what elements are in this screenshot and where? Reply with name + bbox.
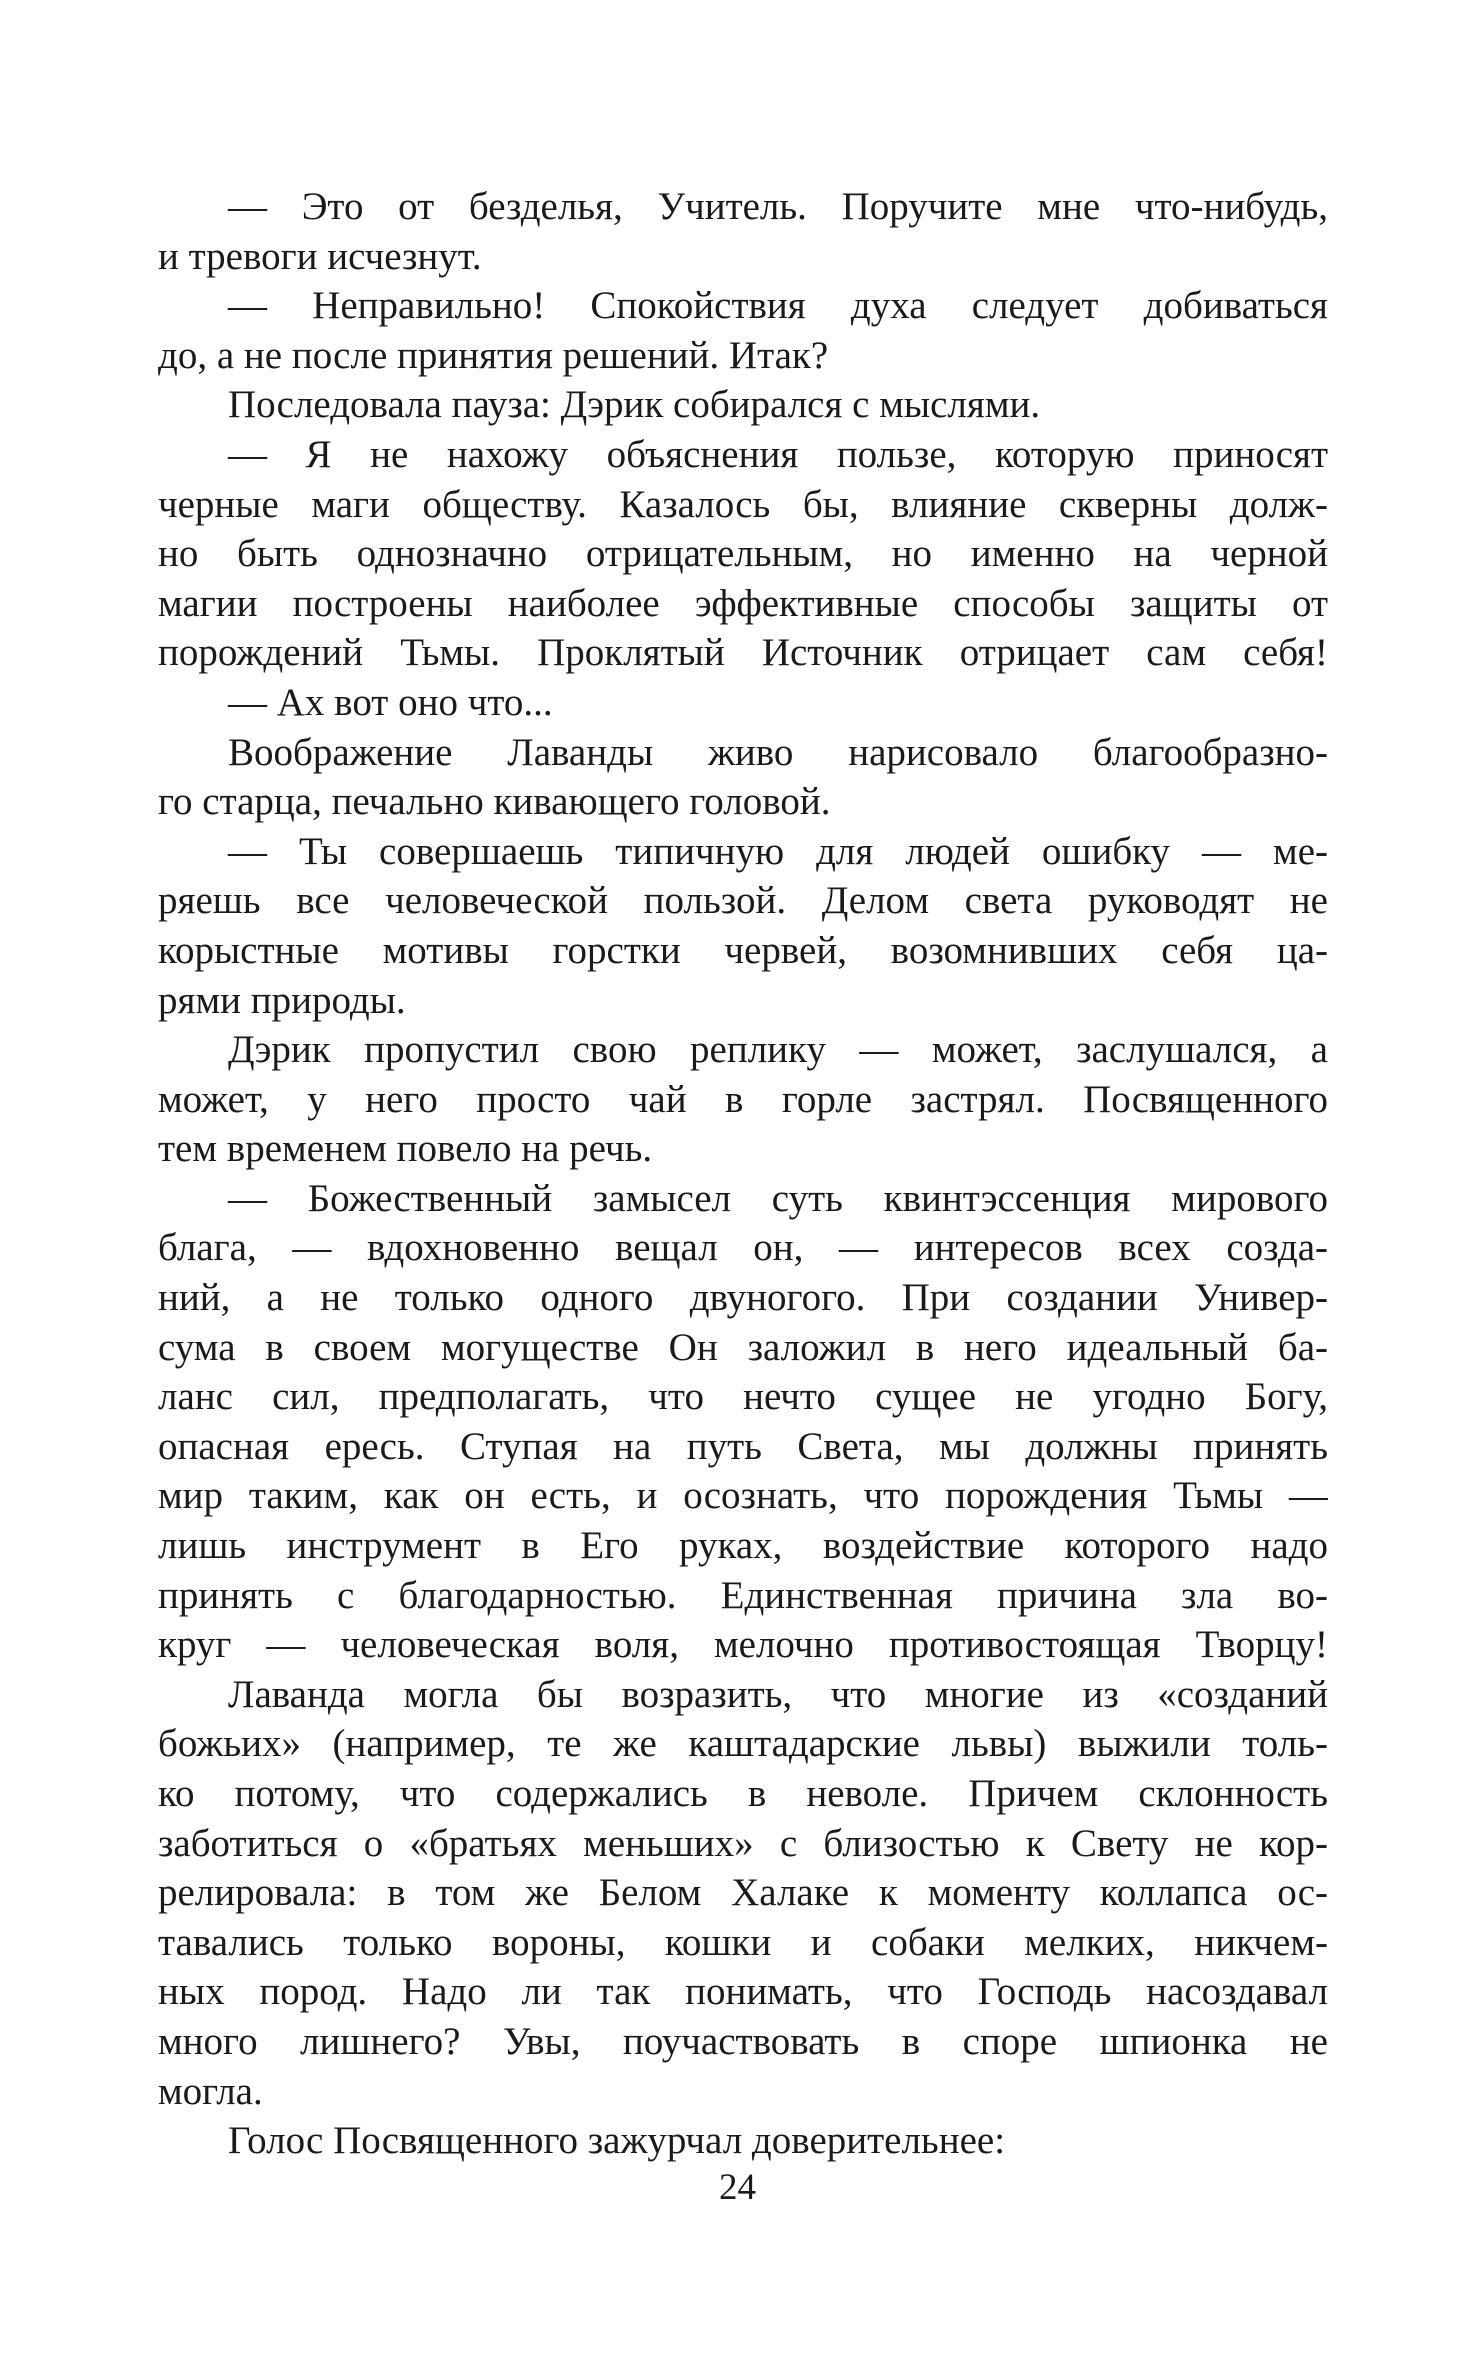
text-line: тавались только вороны, кошки и собаки мелких, никчем- [158, 1920, 1328, 1964]
text-line: Дэрик пропустил свою реплику — может, заслушался, а [228, 1028, 1328, 1072]
text-line: порождений Тьмы. Проклятый Источник отрицает сам себя! [158, 631, 1328, 675]
text-line: — Ах вот оно что... [228, 680, 553, 724]
text-line: — Божественный замысел суть квинтэссенция мирового [228, 1176, 1328, 1220]
text-line: круг — человеческая воля, мелочно противостоящая Творцу! [158, 1623, 1328, 1667]
text-line: и тревоги исчезнут. [158, 234, 482, 278]
text-line: — Я не нахожу объяснения пользе, которую приносят [228, 432, 1328, 476]
text-line: ко потому, что содержались в неволе. Причем склонность [158, 1772, 1328, 1815]
text-line: Голос Посвященного зажурчал доверительнее: [228, 2119, 1006, 2163]
text-line: магии построены наиболее эффективные способы защиты от [158, 581, 1328, 625]
text-line: может, у него просто чай в горле застрял. Посвященного [158, 1077, 1328, 1121]
text-line: Последовала пауза: Дэрик собирался с мыслями. [228, 383, 1041, 427]
text-line: ряешь все человеческой пользой. Делом света руководят не [158, 879, 1328, 923]
text-line: много лишнего? Увы, поучаствовать в споре шпионка не [158, 2019, 1328, 2063]
text-line: но быть однозначно отрицательным, но именно на черной [158, 532, 1328, 576]
text-line: могла. [158, 2069, 263, 2113]
page-number: 24 [719, 2167, 756, 2208]
text-line: — Ты совершаешь типичную для людей ошибку — ме- [228, 829, 1328, 873]
text-line: Лаванда могла бы возразить, что многие из «созданий [228, 1672, 1328, 1716]
text-line: мир таким, как он есть, и осознать, что порождения Тьмы — [158, 1474, 1328, 1518]
text-line: принять с благодарностью. Единственная причина зла во- [158, 1573, 1328, 1617]
text-line: — Неправильно! Спокойствия духа следует добиваться [228, 284, 1328, 328]
text-line: лишь инструмент в Его руках, воздействие которого надо [158, 1524, 1328, 1568]
text-line: божьих» (например, те же каштадарские львы) выжили толь- [158, 1722, 1328, 1766]
text-line: опасная ересь. Ступая на путь Света, мы должны принять [158, 1424, 1328, 1468]
text-line: ных пород. Надо ли так понимать, что Господь насоздавал [158, 1970, 1328, 2014]
text-line: релировала: в том же Белом Халаке к моменту коллапса ос- [158, 1871, 1328, 1915]
text-line: го старца, печально кивающего головой. [158, 780, 831, 824]
text-line: черные маги обществу. Казалось бы, влияние скверны долж- [158, 482, 1328, 526]
text-line: заботиться о «братьях меньших» с близостью к Свету не кор- [158, 1821, 1328, 1865]
text-line: корыстные мотивы горстки червей, возомнивших себя ца- [158, 928, 1328, 972]
text-line: Воображение Лаванды живо нарисовало благообразно- [228, 730, 1328, 774]
text-line: ний, а не только одного двуногого. При создании Универ- [158, 1276, 1328, 1320]
text-line: рями природы. [158, 978, 406, 1022]
text-line: ланс сил, предполагать, что нечто сущее не угодно Богу, [158, 1375, 1328, 1419]
text-line: блага, — вдохновенно вещал он, — интересов всех созда- [158, 1226, 1328, 1270]
body-text [158, 182, 1328, 2166]
text-line: сума в своем могуществе Он заложил в него идеальный ба- [158, 1325, 1328, 1369]
text-line: тем временем повело на речь. [158, 1127, 653, 1171]
text-line: — Это от безделья, Учитель. Поручите мне что-нибудь, [228, 185, 1328, 228]
text-line: до, а не после принятия решений. Итак? [158, 333, 829, 377]
